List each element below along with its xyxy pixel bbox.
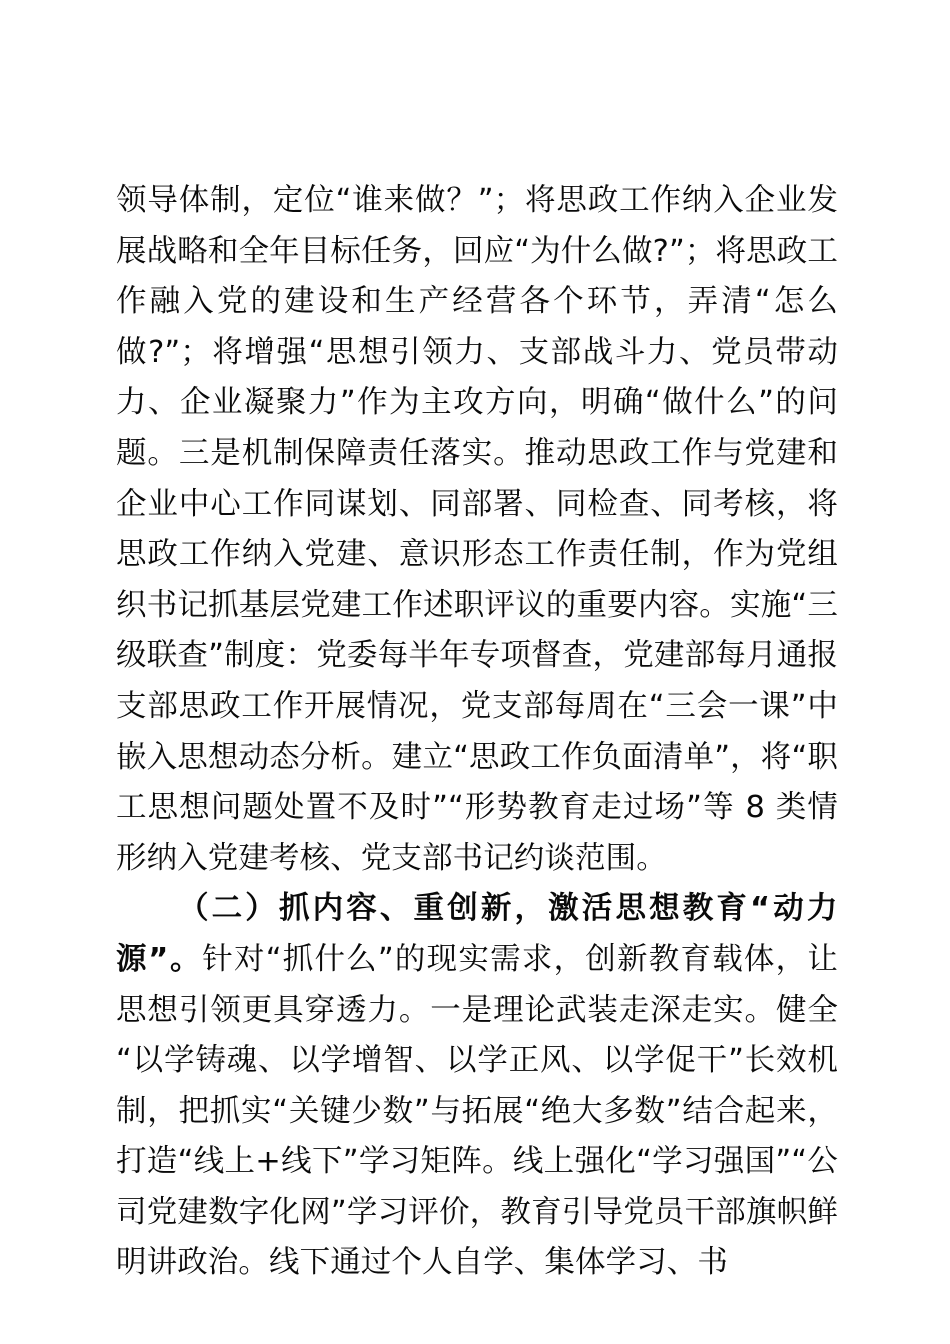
section-heading-two: （二）抓内容、重创新，激活思想教育“动力源”。 [116, 891, 838, 977]
paragraph-continuation [116, 176, 838, 884]
paragraph-continuation-text: 领导体制，定位“谁来做？”；将思政工作纳入企业发展战略和全年目标任务，回应“为什么做?”；将思政工作融入党的建设和生产经营各个环节，弄清“怎么做?”；将增强“思想引领力、支部战斗力、党员带动力、企业凝聚力”作为主攻方向，明确“做什么”的问题。三是机制保障责任落实。推动思政工作与党建和企业中心工作同谋划、同部署、同检查、同考核，将思政工作纳入党建、意识形态工作责任制，作为党组织书记抓基层党建工作述职评议的重要内容。实施“三级联查”制度：党委每半年专项督查，党建部每月通报支部思政工作开展情况，党支部每周在“三会一课”中嵌入思想动态分析。建立“思政工作负面清单”，将“职工思想问题处置不及时”“形势教育走过场”等 8 类情形纳入党建考核、党支部书记约谈范围。 [116, 183, 838, 876]
document-text-body [116, 176, 838, 1289]
paragraph-section-two-text: 针对“抓什么”的现实需求，创新教育载体，让思想引领更具穿透力。一是理论武装走深走实。健全“以学铸魂、以学增智、以学正风、以学促干”长效机制，把抓实“关键少数”与拓展“绝大多数”结合起来，打造“线上+线下”学习矩阵。线上强化“学习强国”“公司党建数字化网”学习评价，教育引导党员干部旗帜鲜明讲政治。线下通过个人自学、集体学习、书 [116, 941, 838, 1281]
paragraph-section-two [116, 884, 838, 1289]
